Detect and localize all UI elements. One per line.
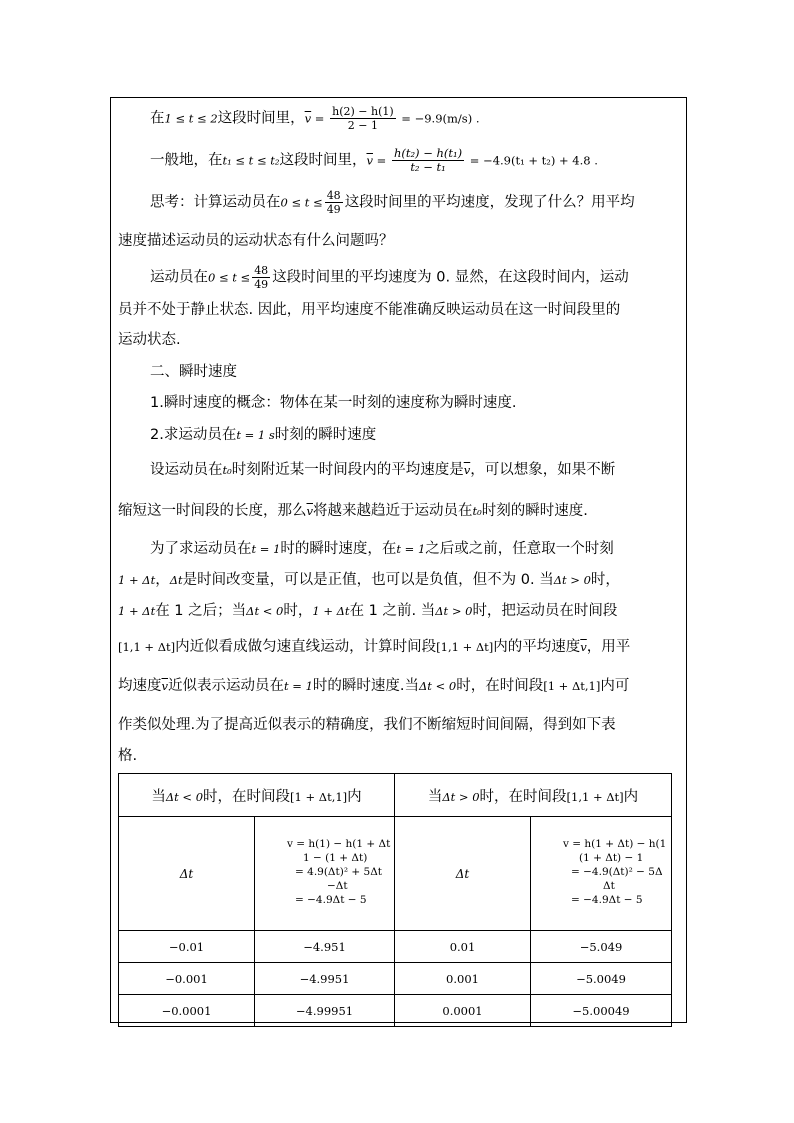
text: 内可 xyxy=(600,678,630,694)
text: ，可以想象，如果不断 xyxy=(470,462,616,478)
fraction xyxy=(252,264,270,291)
text-line-9: 1.瞬时速度的概念：物体在某一时刻的速度称为瞬时速度. xyxy=(150,395,517,411)
text: 时，在时间段 xyxy=(203,788,291,805)
table-cell: −0.01 xyxy=(119,931,255,963)
text: 内近似看成做匀速直线运动，计算时间段 xyxy=(175,639,437,655)
math-condition: 0 ≤ t ≤ xyxy=(208,270,251,285)
text: 这段时间里， xyxy=(217,110,305,127)
text-line-3 xyxy=(150,189,635,216)
text: 这段时间里， xyxy=(279,152,367,169)
table-cell: −5.00049 xyxy=(531,995,672,1027)
text-line-7: 运动状态. xyxy=(118,332,181,348)
table-row xyxy=(119,995,672,1027)
math-condition: t = 1 xyxy=(284,679,313,693)
formula-line: = −4.9Δt − 5 xyxy=(571,894,643,906)
formula-negative xyxy=(255,817,395,931)
text-line-18: 作类似处理.为了提高近似表示的精确度，我们不断缩短时间间隔，得到如下表 xyxy=(118,717,616,733)
table-cell: −5.049 xyxy=(531,931,672,963)
table-header-positive xyxy=(395,774,672,817)
text: 当 xyxy=(427,788,443,805)
text-line-12 xyxy=(118,501,588,521)
average-velocity-symbol: $\overline{v}$ xyxy=(306,504,313,518)
dt-column-label: Δt xyxy=(119,817,255,931)
fraction xyxy=(330,105,396,132)
text-line-13 xyxy=(150,539,614,559)
table-cell: −4.951 xyxy=(255,931,395,963)
average-velocity-symbol: $\overline{v}$ xyxy=(366,153,373,168)
table-cell: −4.99951 xyxy=(255,995,395,1027)
math-condition: t = 1 xyxy=(251,542,281,556)
text: 在 xyxy=(150,110,165,127)
formula-line: = 4.9(Δt)² + 5Δt xyxy=(295,866,382,878)
text: 时刻的瞬时速度 xyxy=(274,427,377,443)
average-velocity-symbol: $\overline{v}$ xyxy=(161,679,168,693)
text: 近似表示运动员在 xyxy=(168,678,284,694)
math-interval: [1,1 + Δt] xyxy=(566,789,624,804)
text: 这段时间里的平均速度为 0. 显然，在这段时间内，运动 xyxy=(272,269,629,286)
text: 时，在时间段 xyxy=(456,678,544,694)
math-condition: Δt > 0 xyxy=(442,789,480,804)
math-result: = −4.9(t₁ + t₂) + 4.8 . xyxy=(466,153,598,168)
fraction-numerator: h(2) − h(1) xyxy=(332,105,394,118)
text-line-17 xyxy=(118,676,629,696)
velocity-table xyxy=(118,773,672,1027)
text: 时， xyxy=(283,603,313,619)
math-condition: t = 1 s xyxy=(236,428,275,442)
text: 时的瞬时速度，在 xyxy=(280,541,397,557)
math-expr: 1 + Δt xyxy=(118,573,156,587)
math-expr: 1 + Δt xyxy=(118,604,156,618)
table-row xyxy=(119,963,672,995)
text: 缩短这一时间段的长度，那么 xyxy=(118,503,307,519)
table-cell: 0.0001 xyxy=(395,995,531,1027)
text: 将越来越趋近于运动员在 xyxy=(313,503,473,519)
text-line-14 xyxy=(118,570,620,590)
text: 时， xyxy=(590,572,620,588)
section-heading: 二、瞬时速度 xyxy=(150,364,237,380)
text-line-19: 格. xyxy=(118,748,138,764)
text: 在 1 之后；当 xyxy=(155,603,247,619)
fraction-numerator: 48 xyxy=(326,189,341,202)
math-condition: t₁ ≤ t ≤ t₂ xyxy=(222,153,280,168)
text: 均速度 xyxy=(118,678,162,694)
math-expr: 1 + Δt xyxy=(312,604,350,618)
table-cell: −0.001 xyxy=(119,963,255,995)
text: 这段时间里的平均速度，发现了什么？用平均 xyxy=(344,194,635,211)
text-line-4: 速度描述运动员的运动状态有什么问题吗？ xyxy=(118,233,394,249)
table-cell: −4.9951 xyxy=(255,963,395,995)
fraction-denominator: 49 xyxy=(326,203,341,216)
formula-line: v = h(1) − h(1 + Δt xyxy=(287,838,391,850)
average-velocity-symbol: $\overline{v}$ xyxy=(580,640,587,654)
table-cell: −0.0001 xyxy=(119,995,255,1027)
text: 运动员在 xyxy=(150,269,208,286)
formula-line: 1 − (1 + Δt) xyxy=(303,852,368,864)
text: 内的平均速度 xyxy=(493,639,581,655)
fraction-numerator: 48 xyxy=(254,264,269,277)
fraction-denominator: 2 − 1 xyxy=(347,119,378,132)
math-symbol: t₀ xyxy=(222,463,232,477)
text-line-11 xyxy=(150,460,615,480)
text-line-1 xyxy=(150,105,480,132)
text: 一般地，在 xyxy=(150,152,223,169)
text: 时刻的瞬时速度. xyxy=(481,503,588,519)
text: 当 xyxy=(151,788,166,805)
table-header-negative xyxy=(119,774,395,817)
average-velocity-symbol: $\overline{v}$ xyxy=(463,463,471,477)
text: 之后或之前，任意取一个时刻 xyxy=(425,541,614,557)
formula-line: = −4.9Δt − 5 xyxy=(295,894,367,906)
text: 时，在时间段 xyxy=(479,788,567,805)
math-condition: 1 ≤ t ≤ 2 xyxy=(164,111,218,126)
fraction xyxy=(325,189,343,216)
text-line-16 xyxy=(118,637,630,657)
formula-line: v = h(1 + Δt) − h(1 xyxy=(563,838,667,850)
dt-column-label: Δt xyxy=(395,817,531,931)
text: 内 xyxy=(623,788,639,805)
math-symbol: t₀ xyxy=(472,504,482,518)
math-expr: Δt xyxy=(169,573,183,587)
text-line-15 xyxy=(118,601,617,621)
formula-line: = −4.9(Δt)² − 5Δ xyxy=(571,866,663,878)
text: 在 1 之前. 当 xyxy=(349,603,436,619)
text-line-2 xyxy=(150,147,598,174)
math-condition: 0 ≤ t ≤ xyxy=(280,195,323,210)
average-velocity-symbol: $\overline{v}$ xyxy=(304,111,312,126)
math-interval: [1,1 + Δt] xyxy=(436,640,494,654)
text: 是时间改变量，可以是正值，也可以是负值，但不为 0. 当 xyxy=(182,572,554,588)
math-interval: [1 + Δt,1] xyxy=(543,679,601,693)
text: 思考：计算运动员在 xyxy=(150,194,281,211)
math-condition: Δt < 0 xyxy=(419,679,457,693)
fraction-numerator: h(t₂) − h(t₁) xyxy=(393,146,463,160)
math-interval: [1 + Δt,1] xyxy=(290,789,348,804)
formula-line: Δt xyxy=(603,880,615,892)
text: 内 xyxy=(347,788,362,805)
table-cell: 0.01 xyxy=(395,931,531,963)
text: ， xyxy=(155,572,170,588)
text: 设运动员在 xyxy=(150,462,223,478)
formula-positive xyxy=(531,817,672,931)
fraction-denominator: t₂ − t₁ xyxy=(410,160,446,174)
formula-line: (1 + Δt) − 1 xyxy=(579,852,644,864)
table-row xyxy=(119,931,672,963)
math-result: = −9.9(m/s) . xyxy=(397,111,480,126)
math-equals: = xyxy=(311,111,329,126)
fraction xyxy=(392,147,464,174)
text: 时，把运动员在时间段 xyxy=(472,603,618,619)
math-condition: Δt > 0 xyxy=(553,573,591,587)
math-condition: Δt < 0 xyxy=(246,604,284,618)
formula-line: −Δt xyxy=(327,880,348,892)
text: 2.求运动员在 xyxy=(150,427,237,443)
text: 时的瞬时速度.当 xyxy=(312,678,419,694)
text: ，用平 xyxy=(586,639,631,655)
text: 为了求运动员在 xyxy=(150,541,252,557)
fraction-denominator: 49 xyxy=(254,278,269,291)
table-cell: 0.001 xyxy=(395,963,531,995)
text-line-5 xyxy=(150,264,629,291)
text-line-10 xyxy=(150,425,376,445)
math-condition: t = 1 xyxy=(396,542,426,556)
text: 时刻附近某一时间段内的平均速度是 xyxy=(231,462,464,478)
math-condition: Δt < 0 xyxy=(165,789,204,804)
table-cell: −5.0049 xyxy=(531,963,672,995)
math-equals: = xyxy=(372,153,390,168)
text-line-6: 员并不处于静止状态. 因此，用平均速度不能准确反映运动员在这一时间段里的 xyxy=(118,302,621,318)
math-interval: [1,1 + Δt] xyxy=(118,640,176,654)
math-condition: Δt > 0 xyxy=(435,604,473,618)
